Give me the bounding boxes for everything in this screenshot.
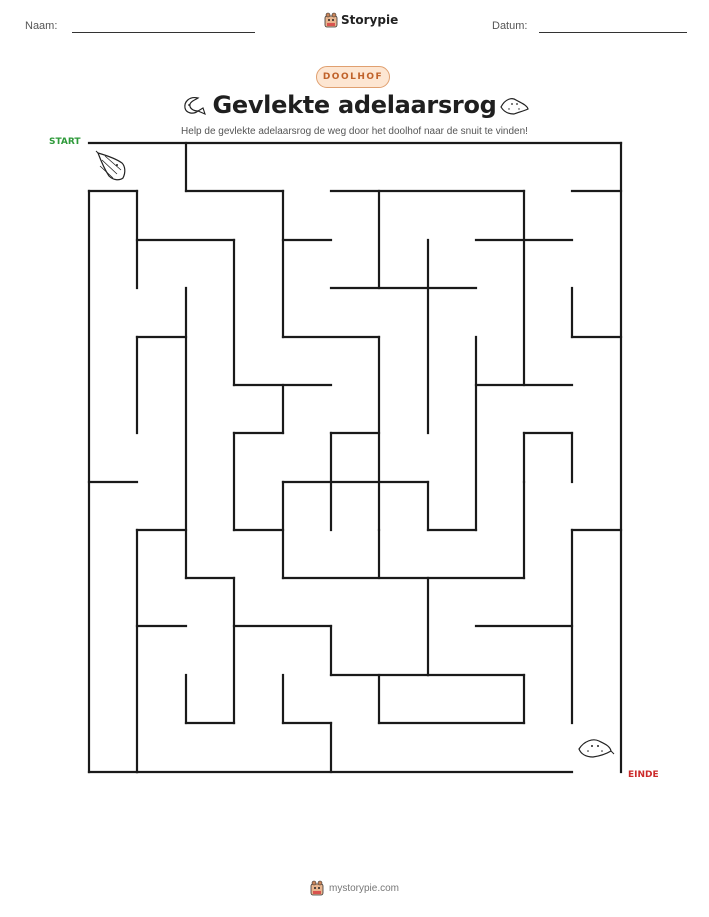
date-label: Datum: (492, 20, 528, 32)
name-label: Naam: (25, 20, 58, 32)
instructions: Help de gevlekte adelaarsrog de weg door het doolhof naar de snuit te vinden! (181, 126, 528, 137)
footer (0, 880, 709, 896)
footer-url[interactable]: mystorypie.com (328, 882, 399, 894)
category-badge: DOOLHOF (316, 66, 390, 88)
storypie-mascot-icon (310, 880, 324, 896)
start-label: START (49, 137, 81, 147)
page-title: Gevlekte adelaarsrog (212, 91, 497, 119)
end-label: EINDE (628, 770, 659, 780)
brand-name: Storypie (341, 13, 399, 27)
